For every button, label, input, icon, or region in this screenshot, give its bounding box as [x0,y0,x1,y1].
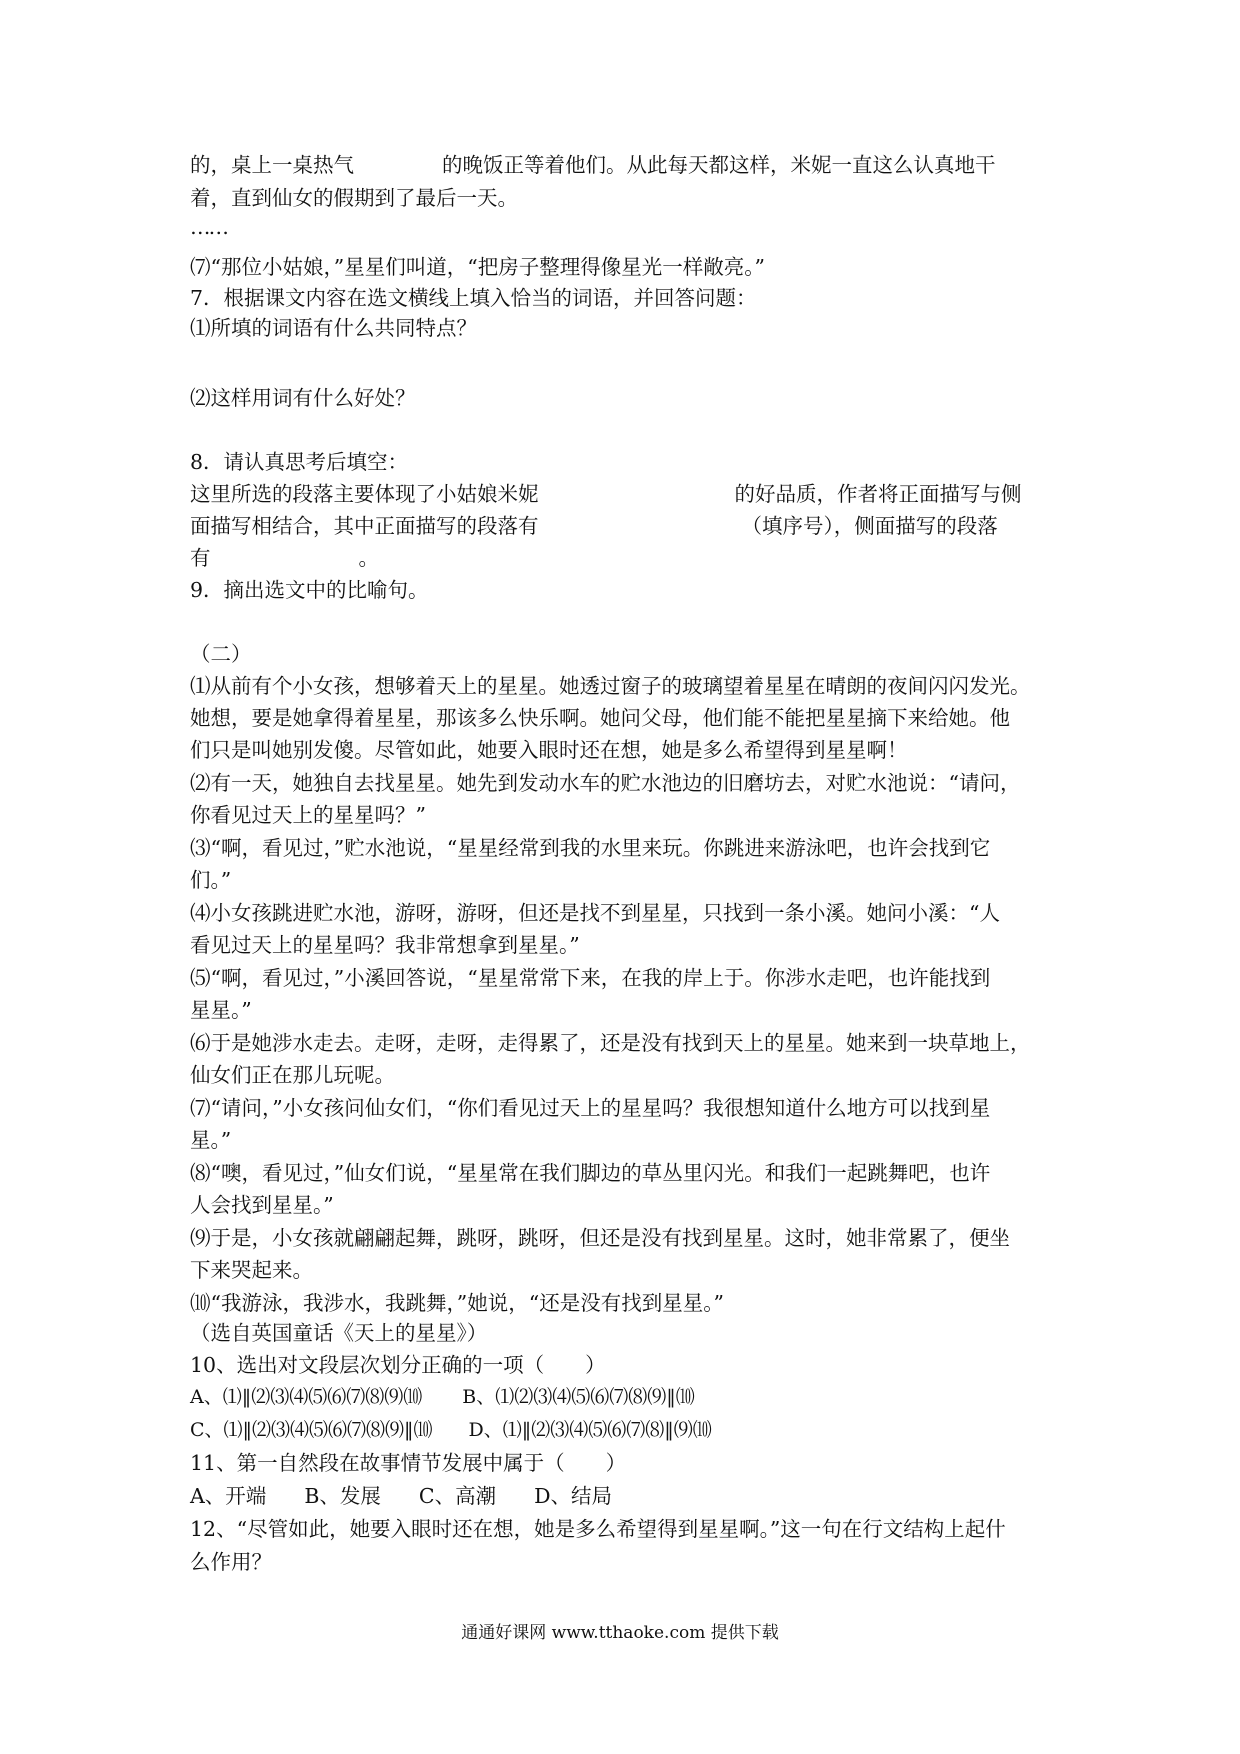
question-text: 面描写相结合，其中正面描写的段落有 [190,514,539,538]
question-7-sub2: ⑵这样用词有什么好处？ [190,386,416,410]
passage-line: 们。” [190,868,232,892]
ellipsis: …… [190,215,227,239]
section-heading: （二） [190,642,252,666]
passage-line: ⑴从前有个小女孩，想够着天上的星星。她透过窗子的玻璃望着星星在晴朗的夜间闪闪发光。 [190,674,1031,698]
passage-line: 们只是叫她别发傻。尽管如此，她要入眼时还在想，她是多么希望得到星星啊！ [190,738,908,762]
question-10-options-row [190,1416,1060,1444]
passage-text: 的晚饭正等着他们。从此每天都这样，米妮一直这么认真地干 [442,153,996,177]
question-10: 10、选出对文段层次划分正确的一项（ ） [190,1353,606,1377]
question-9: 9．摘出选文中的比喻句。 [190,578,429,602]
passage-line: ⑽“我游泳，我涉水，我跳舞，”她说，“还是没有找到星星。” [190,1291,724,1315]
option-a: A、开端 [190,1484,267,1508]
question-8-line [190,512,1060,540]
passage-line: 仙女们正在那儿玩呢。 [190,1063,395,1087]
question-text: 这里所选的段落主要体现了小姑娘米妮 [190,482,539,506]
option-d: D、结局 [534,1484,613,1508]
question-8-line [190,544,1060,572]
option-b: B、⑴⑵⑶⑷⑸⑹⑺⑻⑼‖⑽ [462,1386,695,1408]
question-8: 8．请认真思考后填空： [190,450,409,474]
question-text: 。 [358,546,379,570]
option-d: D、⑴‖⑵⑶⑷⑸⑹⑺⑻‖⑼⑽ [468,1419,712,1441]
passage-line: ⑷小女孩跳进贮水池，游呀，游呀，但还是找不到星星，只找到一条小溪。她问小溪：“人 [190,901,1000,925]
question-11: 11、第一自然段在故事情节发展中属于（ ） [190,1451,627,1475]
question-12: 12、“尽管如此，她要入眼时还在想，她是多么希望得到星星啊。”这一句在行文结构上起什 [190,1517,1006,1541]
passage-line: 星星。” [190,998,252,1022]
option-c: C、⑴‖⑵⑶⑷⑸⑹⑺⑻⑼‖⑽ [190,1419,433,1441]
option-b: B、发展 [304,1484,381,1508]
passage-line: ⑺“请问，”小女孩问仙女们，“你们看见过天上的星星吗？我很想知道什么地方可以找到星 [190,1096,991,1120]
option-c: C、高潮 [418,1484,497,1508]
passage-line: ⑼于是，小女孩就翩翩起舞，跳呀，跳呀，但还是没有找到星星。这时，她非常累了，便坐 [190,1226,1010,1250]
question-12-line2: 么作用？ [190,1550,272,1574]
passage-line: 着，直到仙女的假期到了最后一天。 [190,186,518,210]
question-text: （填序号），侧面描写的段落 [741,514,998,538]
question-7-sub1: ⑴所填的词语有什么共同特点？ [190,316,477,340]
passage-line [190,151,1060,179]
passage-line: 星。” [190,1128,232,1152]
passage-line: 看见过天上的星星吗？我非常想拿到星星。” [190,933,580,957]
passage-line: 下来哭起来。 [190,1258,313,1282]
passage-text: 的，桌上一桌热气 [190,153,354,177]
passage-line: 她想，要是她拿得着星星，那该多么快乐啊。她问父母，他们能不能把星星摘下来给她。他 [190,706,1010,730]
passage-line: ⑸“啊，看见过，”小溪回答说，“星星常常下来，在我的岸上于。你涉水走吧，也许能找到 [190,966,991,990]
question-10-options-row [190,1383,1060,1411]
footer-credit: 通通好课网 www.tthaoke.com 提供下载 [461,1623,779,1643]
passage-line: ⑶“啊，看见过，”贮水池说，“星星经常到我的水里来玩。你跳进来游泳吧，也许会找到它 [190,836,991,860]
passage-line: ⑺“那位小姑娘，”星星们叫道，“把房子整理得像星光一样敞亮。” [190,255,765,279]
option-a: A、⑴‖⑵⑶⑷⑸⑹⑺⑻⑼⑽ [190,1386,423,1408]
passage-line: ⑹于是她涉水走去。走呀，走呀，走得累了，还是没有找到天上的星星。她来到一块草地上， [190,1031,1031,1055]
passage-line: ⑻“噢，看见过，”仙女们说，“星星常在我们脚边的草丛里闪光。和我们一起跳舞吧，也许 [190,1161,991,1185]
question-11-options-row [190,1482,1060,1510]
passage-line: ⑵有一天，她独自去找星星。她先到发动水车的贮水池边的旧磨坊去，对贮水池说：“请问， [190,771,1021,795]
question-text: 的好品质，作者将正面描写与侧 [734,482,1022,506]
passage-line: 你看见过天上的星星吗？” [190,803,426,827]
passage-line: 人会找到星星。” [190,1193,334,1217]
question-text: 有 [190,546,211,570]
question-7: 7．根据课文内容在选文横线上填入恰当的词语，并回答问题： [190,286,757,310]
question-8-line [190,480,1060,508]
source-note: （选自英国童话《天上的星星》） [190,1321,488,1345]
